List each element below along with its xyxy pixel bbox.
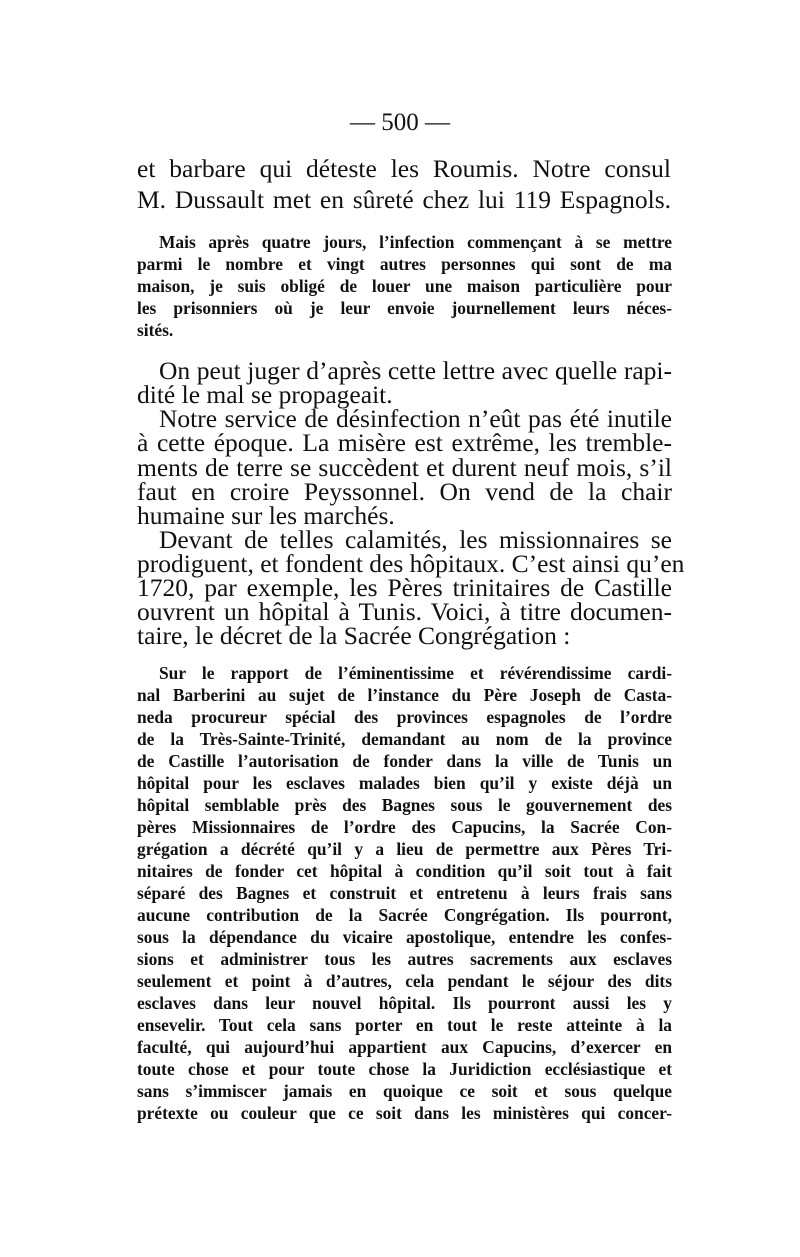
text-line: ensevelir. Tout cela sans porter en tout le reste atteinte à la — [137, 1015, 672, 1035]
text-line: humaine sur les marchés. — [137, 501, 395, 530]
text-line: sions et administrer tous les autres sacrements aux esclaves — [137, 949, 672, 969]
text-line: de la Très-Sainte-Trinité, demandant au nom de la province — [137, 729, 672, 749]
text-line: On peut juger d’après cette lettre avec quelle rapi- — [159, 356, 672, 385]
text-line: pères Missionnaires de l’ordre des Capucins, la Sacrée Con- — [137, 817, 672, 837]
text-line: M. Dussault met en sûreté chez lui 119 Espagnols. — [137, 185, 671, 214]
text-line: Mais après quatre jours, l’infection commençant à se mettre — [159, 232, 672, 252]
text-line: sités. — [137, 320, 174, 340]
text-line: sous la dépendance du vicaire apostolique, entendre les confes- — [137, 927, 672, 947]
text-line: hôpital pour les esclaves malades bien qu’il y existe déjà un — [137, 773, 672, 793]
text-line: ouvrent un hôpital à Tunis. Voici, à titre documen- — [137, 597, 672, 626]
text-line: les prisonniers où je leur envoie journellement leurs néces- — [137, 298, 672, 318]
text-line: Sur le rapport de l’éminentissime et révérendissime cardi- — [159, 663, 672, 683]
text-line: prétexte ou couleur que ce soit dans les ministères qui concer- — [137, 1103, 672, 1123]
text-line: à cette époque. La misère est extrême, les tremble- — [137, 428, 672, 457]
text-line: dité le mal se propageait. — [137, 380, 393, 409]
text-line: toute chose et pour toute chose la Juridiction ecclésiastique et — [137, 1059, 672, 1079]
text-line: faut en croire Peyssonnel. On vend de la chair — [137, 477, 672, 506]
text-line: prodiguent, et fondent des hôpitaux. C’est ainsi qu’en — [137, 549, 685, 578]
text-line: neda procureur spécial des provinces espagnoles de l’ordre — [137, 707, 672, 727]
text-line: seulement et point à d’autres, cela pendant le séjour des dits — [137, 971, 672, 991]
text-line: et barbare qui déteste les Roumis. Notre consul — [137, 154, 671, 183]
text-line: séparé des Bagnes et construit et entretenu à leurs frais sans — [137, 883, 672, 903]
text-line: sans s’immiscer jamais en quoique ce soit et sous quelque — [137, 1081, 672, 1101]
text-line: taire, le décret de la Sacrée Congrégation : — [137, 621, 571, 650]
text-line: Notre service de désinfection n’eût pas été inutile — [159, 404, 672, 433]
text-line: hôpital semblable près des Bagnes sous le gouvernement des — [137, 795, 672, 815]
text-line: parmi le nombre et vingt autres personnes qui sont de ma — [137, 254, 672, 274]
text-line: 1720, par exemple, les Pères trinitaires de Castille — [137, 573, 672, 602]
text-line: nitaires de fonder cet hôpital à condition qu’il soit tout à fait — [137, 861, 672, 881]
text-line: ments de terre se succèdent et durent neuf mois, s’il — [137, 453, 672, 482]
page-number: — 500 — — [350, 109, 450, 136]
text-line: nal Barberini au sujet de l’instance du Père Joseph de Casta- — [137, 685, 672, 705]
text-line: grégation a décrété qu’il y a lieu de permettre aux Pères Tri- — [137, 839, 672, 859]
text-line: faculté, qui aujourd’hui appartient aux Capucins, d’exercer en — [137, 1037, 672, 1057]
text-line: esclaves dans leur nouvel hôpital. Ils pourront aussi les y — [137, 993, 672, 1013]
text-line: Devant de telles calamités, les missionnaires se — [159, 525, 672, 554]
text-line: de Castille l’autorisation de fonder dans la ville de Tunis un — [137, 751, 672, 771]
text-line: maison, je suis obligé de louer une maison particulière pour — [137, 276, 672, 296]
text-line: aucune contribution de la Sacrée Congrégation. Ils pourront, — [137, 905, 672, 925]
